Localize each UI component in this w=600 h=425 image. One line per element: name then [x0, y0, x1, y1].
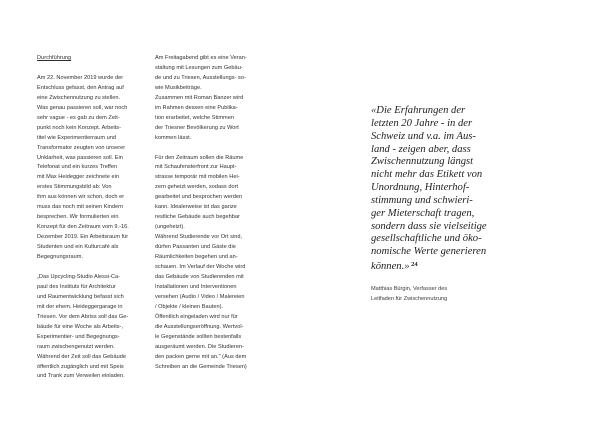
quote-line: gesellschaftliche und öko- — [371, 233, 482, 245]
text-line: öffentlich zugänglich und mit Speis — [37, 363, 124, 370]
text-line: punkt noch kein Konzept. Arbeits- — [37, 124, 121, 131]
pull-quote — [371, 105, 521, 274]
text-line: Während der Zeit soll das Gebäude — [37, 353, 126, 360]
text-line: den packen gerne mit an." (Aus dem — [155, 353, 247, 360]
attribution-line: Matthias Bürgin, Verfasser des — [371, 286, 448, 292]
text-line: ausgeräumt werden. Die Studieren- — [155, 343, 244, 350]
quote-attribution — [371, 285, 521, 305]
text-line: Entschluss gefasst, den Antrag auf — [37, 84, 124, 91]
text-line: Dezember 2019. Ein Arbeitsraum für — [37, 234, 129, 241]
text-line: die Ausstellungseröffnung. Wertvol- — [155, 323, 244, 330]
paragraph-rooms-usage — [155, 154, 267, 373]
text-line: versehen (Audio / Video / Malereien — [155, 293, 245, 300]
quote-line: ger Mieterschaft tragen, — [371, 207, 475, 219]
text-line: Am 22. November 2019 wurde der — [37, 74, 124, 81]
text-line: Am Freitagabend gibt es eine Veran- — [155, 55, 247, 61]
footnote-marker: 24 — [409, 261, 418, 269]
text-line: Installationen und Interventionen — [155, 283, 237, 290]
quote-line: land - zeigen aber, dass — [371, 143, 471, 155]
text-line: Experimentier- und Begegnungs- — [37, 333, 120, 340]
text-line: und Trank zum Verweilen einladen. — [37, 373, 125, 380]
quote-line: letzten 20 Jahre - in der — [371, 117, 473, 129]
text-line: mit Schaufensterfront zur Haupt- — [155, 164, 237, 171]
text-line: „Das Upcycling-Studio Alessi-Ca- — [37, 273, 121, 280]
text-line: Transformator zeugten von unserer — [37, 144, 126, 151]
text-line: mit der ehem. Heideggergarage in — [37, 303, 123, 310]
text-line: Triesen. Vor dem Abriss soll das Ge- — [37, 313, 129, 320]
text-line: dürfen Passanten und Gäste die — [155, 244, 236, 251]
text-line: schauen. Im Verlauf der Woche wird — [155, 264, 246, 270]
text-line: bäude für eine Woche als Arbeits-, — [37, 323, 124, 330]
paragraph-schedule — [37, 74, 145, 263]
text-line: de und zu Triesen, Ausstellungs- so- — [155, 74, 246, 81]
text-line: sehr vague - es gab zu dem Zeit- — [37, 114, 120, 121]
text-line: gearbeitet und besprochen werden — [155, 194, 243, 201]
quote-line: nomische Werte generieren — [371, 246, 487, 258]
text-line: wie Musikbeiträge. — [155, 84, 202, 91]
attribution-line: Leitfaden für Zwischennutzung — [371, 295, 448, 302]
text-line: Schreiben an die Gemeinde Triesen) — [155, 363, 247, 370]
text-line: Telefonat und ein kurzes Treffen — [37, 164, 118, 171]
text-line: kann. Idealerweise ist das ganze — [155, 204, 237, 211]
text-line: mit Max Heidegger zeichnete ein — [37, 174, 120, 181]
text-line: und Raumentwicklung befasst sich — [37, 293, 124, 300]
text-line: Konzept für den Zeitraum vom 9.-16. — [37, 224, 129, 231]
text-line: Was genau passieren soll, war noch — [37, 104, 128, 111]
section-heading: Durchführung — [37, 55, 72, 61]
text-column-left — [37, 54, 145, 382]
quote-line: Zwischennutzung längst — [371, 156, 474, 168]
text-line: Während Studierende vor Ort sind, — [155, 234, 243, 241]
text-line: kommen lässt. — [155, 134, 192, 141]
text-line: tion erarbeitet, welche Stimmen — [155, 114, 234, 121]
paragraph-gap — [155, 144, 267, 154]
quote-line: nicht mehr das Etikett von — [371, 169, 483, 181]
text-line: der Triesner Bevölkerung zu Wort — [155, 124, 239, 131]
text-line: paul des Instituts für Architektur — [37, 283, 116, 290]
paragraph-friday-event — [155, 54, 267, 144]
text-line: (ungeheizt). — [155, 224, 185, 231]
text-line: Öffentlich eingeladen wird nur für — [155, 313, 238, 320]
text-line: titel wie Experimentierraum und — [37, 134, 116, 141]
text-line: Begegnungsraum. — [37, 254, 84, 261]
text-line: im Rahmen dessen eine Publika- — [155, 104, 238, 111]
quote-line: «Die Erfahrungen der — [371, 105, 466, 116]
text-line: Unklarheit, was passieren soll. Ein — [37, 154, 123, 161]
text-line: Zusammen mit Roman Banzer wird — [155, 94, 244, 101]
paragraph-application-quote — [37, 273, 145, 382]
text-line: eine Zwischennutzung zu stellen. — [37, 94, 121, 101]
text-column-middle — [155, 54, 267, 372]
quote-line: Unordnung, Hinterhof- — [371, 182, 470, 194]
text-line: das Gebäude von Studierenden mit — [155, 273, 244, 280]
text-line: strasse temporär mit mobilen Hei- — [155, 174, 240, 181]
text-line: besprechen. Wir formulierten ein — [37, 214, 119, 221]
quote-line: stimmung und schwieri- — [371, 194, 473, 206]
text-line: muss das noch mit seinen Kindern — [37, 204, 124, 211]
text-line: ihm aus können wir schon, doch er — [37, 194, 125, 201]
text-line: zern geheizt werden, sodass dort — [155, 184, 239, 191]
text-line: Räumlichkeiten begehen und an- — [155, 254, 238, 261]
quote-line: sondern dass sie vielseitige — [371, 220, 487, 232]
quote-line: Schweiz und v.a. im Aus- — [371, 130, 476, 142]
text-line: restliche Gebäude auch begehbar — [155, 214, 240, 221]
paragraph-gap — [37, 64, 145, 74]
paragraph-gap — [37, 263, 145, 273]
text-line: raum zwischengenutzt werden. — [37, 343, 115, 350]
text-line: staltung mit Lesungen zum Gebäu- — [155, 64, 243, 71]
text-line: Für den Zeitraum sollen die Räume — [155, 154, 244, 161]
quote-line: können.» $^{24}$ — [371, 261, 418, 273]
text-line: / Objekte / kleinen Bauten). — [155, 303, 224, 310]
text-line: Studenten und ein Kulturcafé als — [37, 244, 119, 251]
text-line: le Gegenstände sollten bestenfalls — [155, 333, 242, 340]
text-line: erstes Stimmungsbild ab: Von — [37, 184, 112, 191]
